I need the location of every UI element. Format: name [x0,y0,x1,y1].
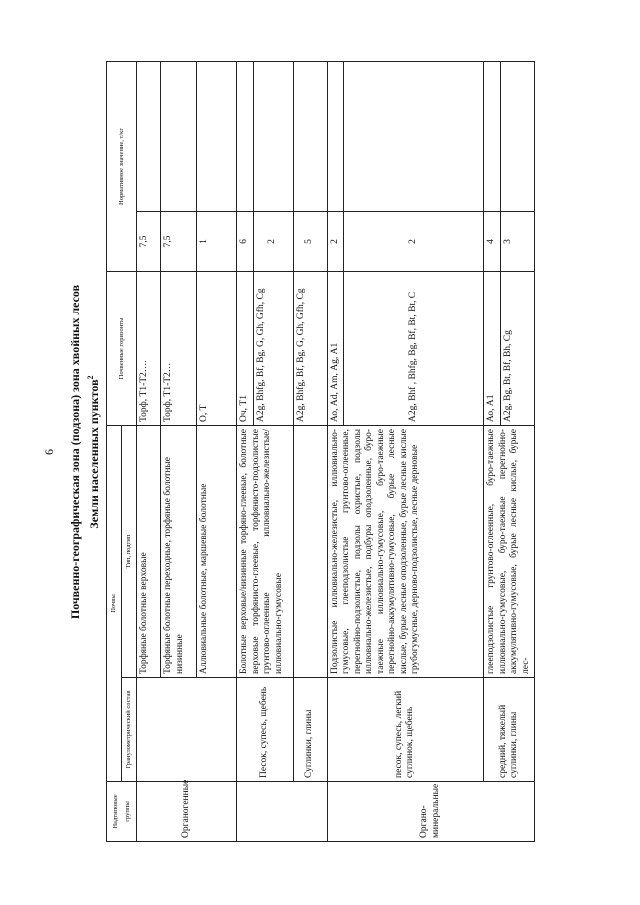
header-granulometric: Гранулометрический состав [122,678,137,782]
header-type: Тип, подтип [122,425,137,677]
table-row [137,61,161,841]
norm-cell: 2 [253,211,293,271]
type-cell: Болотные верховые/низинные торфяно-глеевые, болотные верховые торфянисто-глеевые, торфянисто-подзолистые грунтово-оглеенные иллювиально-железистые/иллювиально-гумусовые [237,425,294,677]
title-line-2-text: Земли населенных пунктов [87,379,101,529]
header-group: Надтиповые группы [107,782,137,842]
header-row-top [107,61,122,841]
horizons-cell: Ао, Аd, Аm, Аg, А1 [327,271,344,425]
type-cell: глееподзолистые грунтово-оглеенные, буро-таежные иллювиально-гумусовые, буро-таежные перегнойно-аккумулятивно-гумусовые, бурые лесные кислые, бурые лес- [484,425,535,677]
table-row [484,61,501,841]
horizons-cell: А2g, Bhfg, Bf, Bg, G, Gh, Gfh, Cg [253,271,293,425]
norm-cell: 4 [484,211,501,271]
extra-cell [161,61,197,211]
norm-cell: 2 [344,211,484,271]
horizons-cell: Торф, Т1-Т2…. [137,271,161,425]
header-soils: Почвы [107,425,122,781]
horizons-cell: А2g, Bg, Bt, Bf, Bh, Cg [500,271,534,425]
type-empty [293,425,327,677]
group-organogenic: Органогенные [137,782,237,842]
group-empty [237,782,328,842]
type-cell: Аллювиальные болотные, маршевые болотные [197,425,237,677]
norm-cell: 7,5 [137,211,161,271]
norm-cell: 3 [500,211,534,271]
granulometric-sand: Песок, супесь, щебень [237,678,294,782]
table-row [237,61,254,841]
extra-cell [500,61,534,211]
norm-cell: 6 [237,211,254,271]
table-row [327,61,344,841]
title-footnote-mark: 2 [86,375,95,380]
extra-cell [137,61,161,211]
type-cell: Торфяные болотные переходные, торфяные болотные низинные [161,425,197,677]
header-horizons: Почвенные горизонты [107,271,137,425]
header-norm: Нормативное значение, т/кг [107,61,137,271]
extra-cell [327,61,344,211]
extra-cell [344,61,484,211]
norm-cell: 5 [293,211,327,271]
norm-cell: 1 [197,211,237,271]
title-line-1: Почвенно-географическая зона (подзона) зона хвойных лесов [68,284,82,620]
granulometric-empty [137,678,237,782]
extra-cell [237,61,254,211]
extra-cell [484,61,501,211]
norm-cell: 7,5 [161,211,197,271]
granulometric-medium: средний, тяжелый суглинки, глины [484,678,535,782]
horizons-cell: Оч, Т1 [237,271,254,425]
extra-cell [253,61,293,211]
type-cell: Подзолистые иллювиально-железистые, иллювиально-гумусовые, глееподзолистые грунтово-оглеенные, перегнойно-подзолистые, подзолы охристые, подзолы иллювиально-железистые, подбуры оподзоленные, буро-таежные иллювиально-гумусовые, буро-таежные перегнойно-аккумулятивно-гумусовые, бурые лесные кислые, бурые лесные оподзоленные, бурые лесные кислые грубогумусные, дерново-подзолистые, лесные дерновые [327,425,484,677]
extra-cell [197,61,237,211]
group-organomineral: Органо-минеральные [327,782,535,842]
page-number: 6 [42,449,56,455]
title-line-2 [83,32,102,872]
horizons-cell: Ао, А1 [484,271,501,425]
extra-cell [293,61,327,211]
horizons-cell: О, Т [197,271,237,425]
page-title [68,32,102,872]
granulometric-loam: Суглинки, глины [293,678,327,782]
horizons-cell: А2g, Bhfg, Bf, Bg, G, Gh, Gfh, Cg [293,271,327,425]
rotated-page [40,32,600,872]
horizons-cell: Торф, Т1-Т2… [161,271,197,425]
granulometric-sand-light: песок, супесь, легкий суглинок, щебень [327,678,484,782]
soil-norms-table [106,61,535,842]
norm-cell: 2 [327,211,344,271]
type-cell: Торфяные болотные верховые [137,425,161,677]
table-row [293,61,327,841]
horizons-cell: А2g, Bhf , Bhfg, Bg, Bf, Bt, Bt, C [344,271,484,425]
